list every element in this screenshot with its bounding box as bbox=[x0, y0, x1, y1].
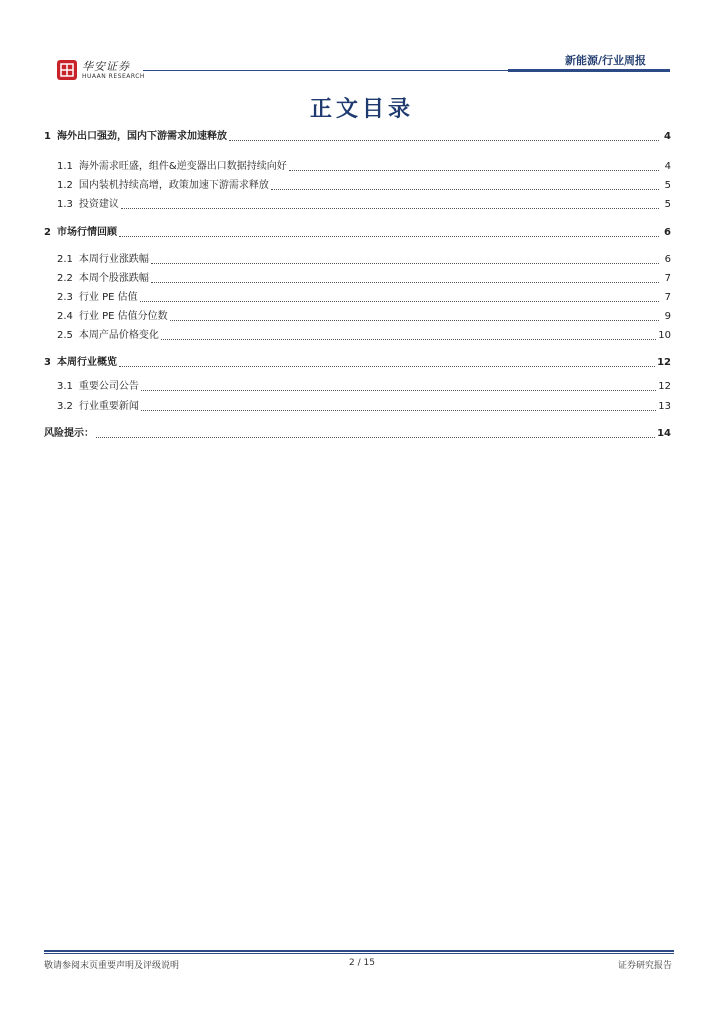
toc-dot-leader bbox=[289, 170, 659, 171]
toc-entry-page: 5 bbox=[664, 199, 671, 210]
toc-entry-title: 行业 PE 估值 bbox=[78, 292, 138, 303]
toc-entry[interactable] bbox=[57, 179, 671, 193]
toc-dot-leader bbox=[229, 140, 659, 141]
toc-entry-number: 2.3 bbox=[57, 292, 73, 303]
footer-disclaimer: 敬请参阅末页重要声明及评级说明 bbox=[44, 961, 180, 971]
toc-entry-title: 本周行业涨跌幅 bbox=[78, 254, 149, 265]
company-logo bbox=[57, 58, 143, 84]
toc-dot-leader bbox=[161, 339, 656, 340]
toc-entry[interactable] bbox=[57, 272, 671, 286]
toc-entry[interactable] bbox=[57, 291, 671, 305]
toc-entry[interactable] bbox=[44, 427, 671, 441]
toc-entry[interactable] bbox=[57, 400, 671, 414]
toc-entry-title: 本周个股涨跌幅 bbox=[78, 273, 149, 284]
toc-entry-number: 1 bbox=[44, 131, 51, 142]
toc-dot-leader bbox=[140, 301, 659, 302]
toc-entry-page: 7 bbox=[664, 273, 671, 284]
toc-dot-leader bbox=[170, 320, 659, 321]
toc-entry-page: 7 bbox=[664, 292, 671, 303]
toc-entry-page: 13 bbox=[658, 401, 671, 412]
toc-entry-title: 行业 PE 估值分位数 bbox=[78, 311, 168, 322]
toc-entry[interactable] bbox=[44, 130, 671, 144]
toc-entry-page: 4 bbox=[664, 131, 671, 142]
footer-divider-accent bbox=[44, 950, 674, 952]
toc-entry-title: 风险提示： bbox=[44, 428, 94, 439]
toc-entry[interactable] bbox=[57, 160, 671, 174]
toc-entry[interactable] bbox=[57, 198, 671, 212]
report-category: 新能源/行业周报 bbox=[564, 54, 646, 67]
toc-entry-number: 2.5 bbox=[57, 330, 73, 341]
toc-entry-page: 6 bbox=[664, 254, 671, 265]
toc-entry-title: 海外出口强劲，国内下游需求加速释放 bbox=[56, 131, 227, 142]
footer-divider bbox=[44, 953, 674, 954]
toc-entry-number: 2.1 bbox=[57, 254, 73, 265]
toc-entry-number: 3.1 bbox=[57, 381, 73, 392]
toc-dot-leader bbox=[141, 410, 656, 411]
toc-dot-leader bbox=[119, 236, 659, 237]
toc-entry-page: 5 bbox=[664, 180, 671, 191]
toc-dot-leader bbox=[271, 189, 659, 190]
toc-entry-number: 3 bbox=[44, 357, 51, 368]
toc-entry-title: 投资建议 bbox=[78, 199, 119, 210]
toc-entry-title: 海外需求旺盛，组件&逆变器出口数据持续向好 bbox=[78, 161, 287, 172]
toc-entry-title: 国内装机持续高增，政策加速下游需求释放 bbox=[78, 180, 269, 191]
toc-entry-number: 2 bbox=[44, 227, 51, 238]
toc-entry-page: 4 bbox=[664, 161, 671, 172]
toc-entry-number: 1.1 bbox=[57, 161, 73, 172]
header-divider-accent bbox=[508, 69, 670, 72]
toc-entry-number: 2.2 bbox=[57, 273, 73, 284]
toc-entry-number: 1.2 bbox=[57, 180, 73, 191]
toc-entry-page: 12 bbox=[658, 381, 671, 392]
page-title: 正文目录 bbox=[309, 97, 414, 122]
toc-entry-title: 本周行业概览 bbox=[56, 357, 117, 368]
toc-entry-page: 9 bbox=[664, 311, 671, 322]
toc-entry-number: 2.4 bbox=[57, 311, 73, 322]
toc-entry-page: 14 bbox=[657, 428, 671, 439]
toc-dot-leader bbox=[141, 390, 656, 391]
logo-english-name: HUAAN RESEARCH bbox=[82, 73, 145, 80]
toc-entry-page: 6 bbox=[664, 227, 671, 238]
toc-entry-title: 行业重要新闻 bbox=[78, 401, 139, 412]
toc-entry-title: 重要公司公告 bbox=[78, 381, 139, 392]
footer-page-number: 2 / 15 bbox=[349, 958, 375, 968]
toc-entry-page: 10 bbox=[658, 330, 671, 341]
toc-entry[interactable] bbox=[57, 380, 671, 394]
toc-entry-number: 1.3 bbox=[57, 199, 73, 210]
toc-dot-leader bbox=[121, 208, 659, 209]
toc-entry[interactable] bbox=[44, 226, 671, 240]
toc-entry-title: 市场行情回顾 bbox=[56, 227, 117, 238]
toc-entry-title: 本周产品价格变化 bbox=[78, 330, 159, 341]
toc-dot-leader bbox=[119, 366, 655, 367]
seal-icon bbox=[57, 60, 77, 80]
toc-dot-leader bbox=[96, 437, 655, 438]
toc-entry-number: 3.2 bbox=[57, 401, 73, 412]
toc-dot-leader bbox=[151, 263, 659, 264]
footer-report-type: 证券研究报告 bbox=[617, 961, 672, 971]
toc-entry[interactable] bbox=[44, 356, 671, 370]
toc-entry-page: 12 bbox=[657, 357, 671, 368]
toc-entry[interactable] bbox=[57, 329, 671, 343]
toc-dot-leader bbox=[151, 282, 659, 283]
toc-entry[interactable] bbox=[57, 310, 671, 324]
logo-chinese-name: 华安证券 bbox=[82, 60, 130, 73]
toc-entry[interactable] bbox=[57, 253, 671, 267]
